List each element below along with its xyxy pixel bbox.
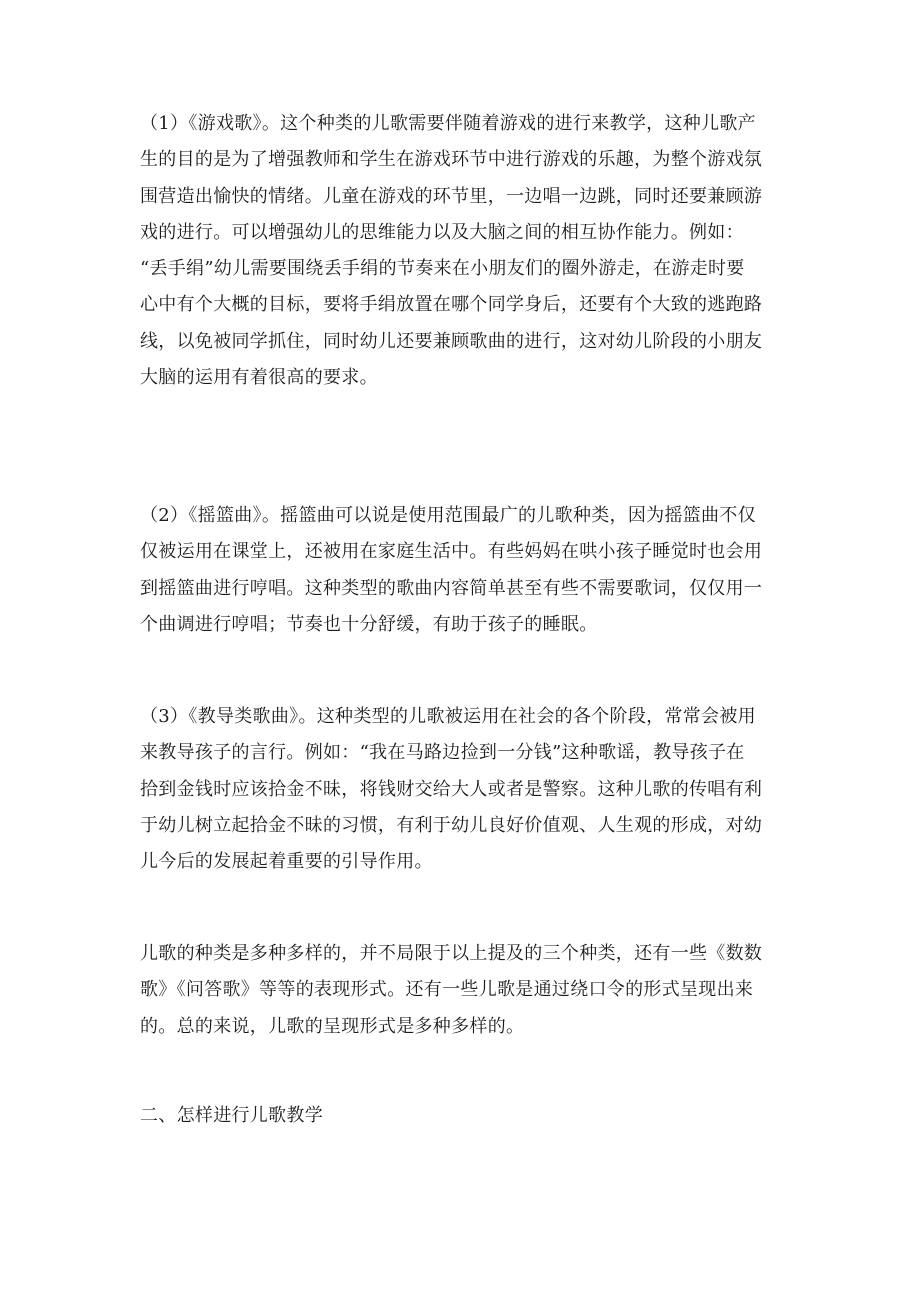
text-line: 戏的进行。可以增强幼儿的思维能力以及大脑之间的相互协作能力。例如：: [140, 221, 744, 243]
text-line: 儿今后的发展起着重要的引导作用。: [140, 851, 433, 873]
text-line: （1）《游戏歌》。这个种类的儿歌需要伴随着游戏的进行来教学，这种儿歌产: [140, 113, 756, 134]
text-line: 仅被运用在课堂上，还被用在家庭生活中。有些妈妈在哄小孩子睡觉时也会用: [140, 541, 763, 563]
text-line: 围营造出愉快的情绪。儿童在游戏的环节里，一边唱一边跳，同时还要兼顾游: [140, 185, 763, 207]
text-line: 于幼儿树立起拾金不昧的习惯，有利于幼儿良好价值观、人生观的形成，对幼: [140, 814, 763, 836]
text-line: 歌》《问答歌》等等的表现形式。还有一些儿歌是通过绕口令的形式呈现出来: [140, 979, 754, 1001]
paragraph-game-songs: [140, 106, 780, 396]
text-line: （3）《教导类歌曲》。这种类型的儿歌被运用在社会的各个阶段，常常会被用: [140, 706, 756, 727]
text-line: 拾到金钱时应该拾金不昧，将钱财交给大人或者是警察。这种儿歌的传唱有利: [140, 778, 763, 800]
section-heading: [140, 1098, 780, 1134]
text-line: 的。总的来说，儿歌的呈现形式是多种多样的。: [140, 1015, 525, 1037]
text-line: 生的目的是为了增强教师和学生在游戏环节中进行游戏的乐趣，为整个游戏氛: [140, 149, 763, 171]
section-heading-text: 二、怎样进行儿歌教学: [140, 1105, 323, 1126]
paragraph-summary: [140, 936, 780, 1045]
text-line: 心中有个大概的目标，要将手绢放置在哪个同学身后，还要有个大致的逃跑路: [140, 294, 763, 316]
paragraph-lullabies: [140, 498, 780, 643]
text-line: 大脑的运用有着很高的要求。: [140, 367, 378, 389]
text-line: 来教导孩子的言行。例如：“我在马路边捡到一分钱”这种歌谣，教导孩子在: [140, 742, 745, 764]
paragraph-instructional-songs: [140, 699, 780, 880]
text-line: 线，以免被同学抓住，同时幼儿还要兼顾歌曲的进行，这对幼儿阶段的小朋友: [140, 330, 763, 352]
text-line: 个曲调进行哼唱；节奏也十分舒缓，有助于孩子的睡眠。: [140, 613, 598, 635]
text-line: 儿歌的种类是多种多样的，并不局限于以上提及的三个种类，还有一些《数数: [140, 943, 763, 964]
text-line: “丢手绢”幼儿需要围绕丢手绢的节奏来在小朋友们的圈外游走，在游走时要: [140, 258, 745, 280]
text-line: 到摇篮曲进行哼唱。这种类型的歌曲内容简单甚至有些不需要歌词，仅仅用一: [140, 577, 763, 599]
text-line: （2）《摇篮曲》。摇篮曲可以说是使用范围最广的儿歌种类，因为摇篮曲不仅: [140, 505, 756, 526]
